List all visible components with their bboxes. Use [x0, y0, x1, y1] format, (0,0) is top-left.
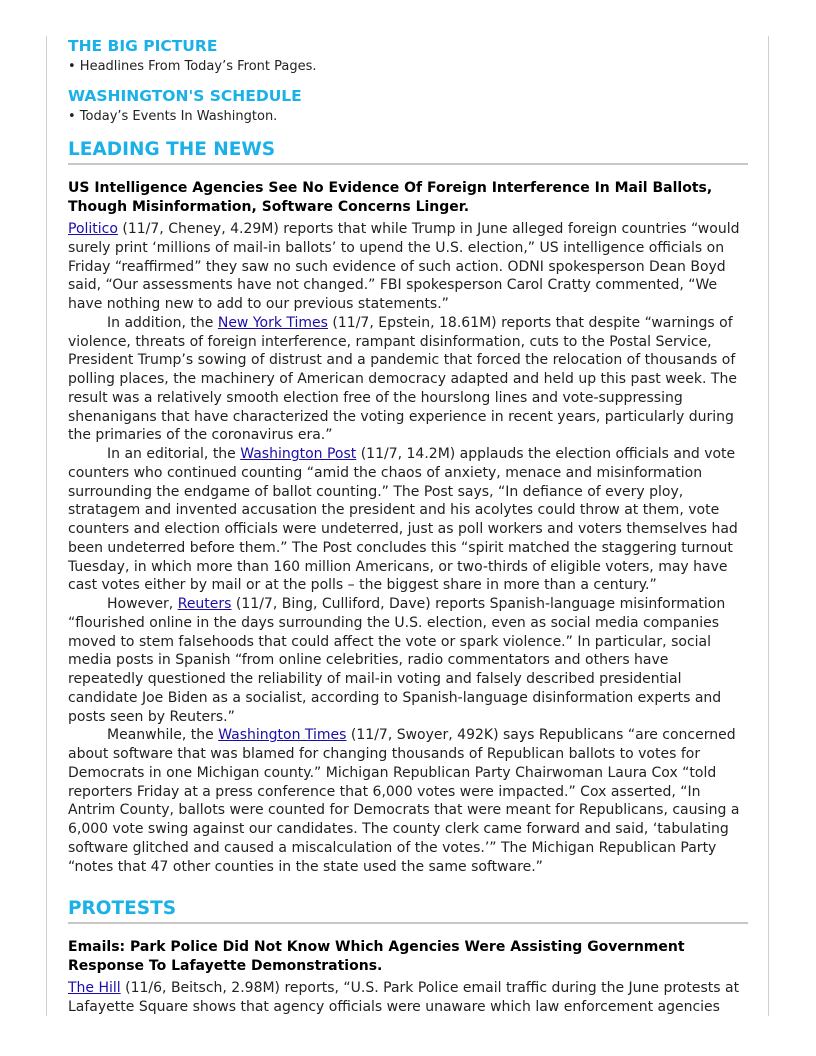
- right-margin-rule: [768, 36, 769, 1016]
- washington-schedule-bullet[interactable]: • Today’s Events In Washington.: [68, 109, 278, 124]
- story-headline-park-police: Emails: Park Police Did Not Know Which Agencies Were Assisting Government Response To Lafayette Demonstrations.: [68, 939, 685, 975]
- story-paragraph: [68, 220, 748, 314]
- story-paragraph: [68, 595, 748, 726]
- story-paragraph: [68, 314, 748, 445]
- paragraph-text: (11/7, Cheney, 4.29M) reports that while Trump in June alleged foreign countries “would surely print ‘millions of mail-in ballots’ to upend the U.S. election,” US intelligence officials on Friday “reaffirmed” they saw no such evidence of such action. ODNI spokesperson Dean Boyd said, “Our assessments have not changed.” FBI spokesperson Carol Cratty commented, “We have nothing new to add to our previous statements.”: [68, 221, 740, 312]
- washington-schedule-heading: WASHINGTON'S SCHEDULE: [68, 87, 302, 105]
- story-headline-intelligence: US Intelligence Agencies See No Evidence Of Foreign Interference In Mail Ballots, Though Misinformation, Software Concerns Linger.: [68, 180, 713, 215]
- paragraph-lead: In an editorial, the: [107, 446, 241, 462]
- source-link-politico[interactable]: Politico: [68, 221, 118, 237]
- paragraph-lead: In addition, the: [107, 314, 218, 331]
- leading-the-news-heading: LEADING THE NEWS: [68, 138, 748, 165]
- story-paragraph: [68, 445, 748, 595]
- source-link-new-york-times[interactable]: New York Times: [217, 314, 328, 331]
- source-link-washington-post[interactable]: Washington Post: [240, 446, 357, 462]
- big-picture-bullet[interactable]: • Headlines From Today’s Front Pages.: [68, 59, 317, 74]
- paragraph-lead: However,: [107, 596, 178, 612]
- story-paragraph: [68, 726, 748, 876]
- paragraph-text: (11/7, Bing, Culliford, Dave) reports Spanish-language misinformation “flourished online in the days surrounding the U.S. election, even as social media companies moved to stem falsehoods that could affect the vote or spark violence.” In particular, social media posts in Spanish “from online celebrities, radio commentators and others have repeatedly questioned the reliability of mail-in voting and falsely described presidential candidate Joe Biden as a socialist, according to Spanish-language disinformation experts and posts seen by Reuters.”: [68, 596, 726, 725]
- paragraph-text: (11/7, Swoyer, 492K) says Republicans “are concerned about software that was blamed for changing thousands of Republican ballots to votes for Democrats in one Michigan county.” Michigan Republican Party Chairwoman Laura Cox “told reporters Friday at a press conference that 6,000 votes were impacted.” Cox asserted, “In Antrim County, ballots were counted for Democrats that were meant for Republicans, causing a 6,000 vote swing against our candidates. The county clerk came forward and said, ‘tabulating software glitched and caused a miscalculation of the votes.’” The Michigan Republican Party “notes that 47 other counties in the state used the same software.”: [68, 727, 740, 875]
- paragraph-text: (11/7, 14.2M) applauds the election officials and vote counters who continued counting “amid the chaos of anxiety, menace and misinformation surrounding the endgame of ballot counting.” The Post says, “In defiance of every ploy, stratagem and invented accusation the president and his acolytes could throw at them, vote counters and election officials were undeterred, just as poll workers and voters themselves had been undeterred before them.” The Post concludes this “spirit matched the staggering turnout Tuesday, in which more than 160 million Americans, or two-thirds of eligible voters, may have cast votes either by mail or at the polls – the biggest share in more than a century.”: [68, 446, 738, 594]
- source-link-reuters[interactable]: Reuters: [177, 596, 232, 612]
- source-link-washington-times[interactable]: Washington Times: [218, 727, 347, 744]
- protests-heading: PROTESTS: [68, 897, 748, 924]
- newsletter-body: [68, 37, 748, 1017]
- story-paragraph: [68, 979, 748, 1017]
- left-margin-rule: [46, 36, 47, 1016]
- paragraph-lead: Meanwhile, the: [107, 727, 219, 744]
- big-picture-heading: THE BIG PICTURE: [68, 37, 218, 55]
- paragraph-text: (11/7, Epstein, 18.61M) reports that despite “warnings of violence, threats of foreign interference, rampant disinformation, cuts to the Postal Service, President Trump’s sowing of distrust and a pandemic that forced the relocation of thousands of polling places, the machinery of American democracy adapted and held up this past week. The result was a relatively smooth election free of the hourslong lines and vote-suppressing shenanigans that have characterized the voting experience in recent years, particularly during the primaries of the coronavirus era.”: [68, 314, 737, 444]
- source-link-the-hill[interactable]: The Hill: [68, 980, 121, 997]
- paragraph-text: (11/6, Beitsch, 2.98M) reports, “U.S. Park Police email traffic during the June protests at Lafayette Square shows that agency officials were unaware which law enforcement agencies: [68, 980, 740, 1015]
